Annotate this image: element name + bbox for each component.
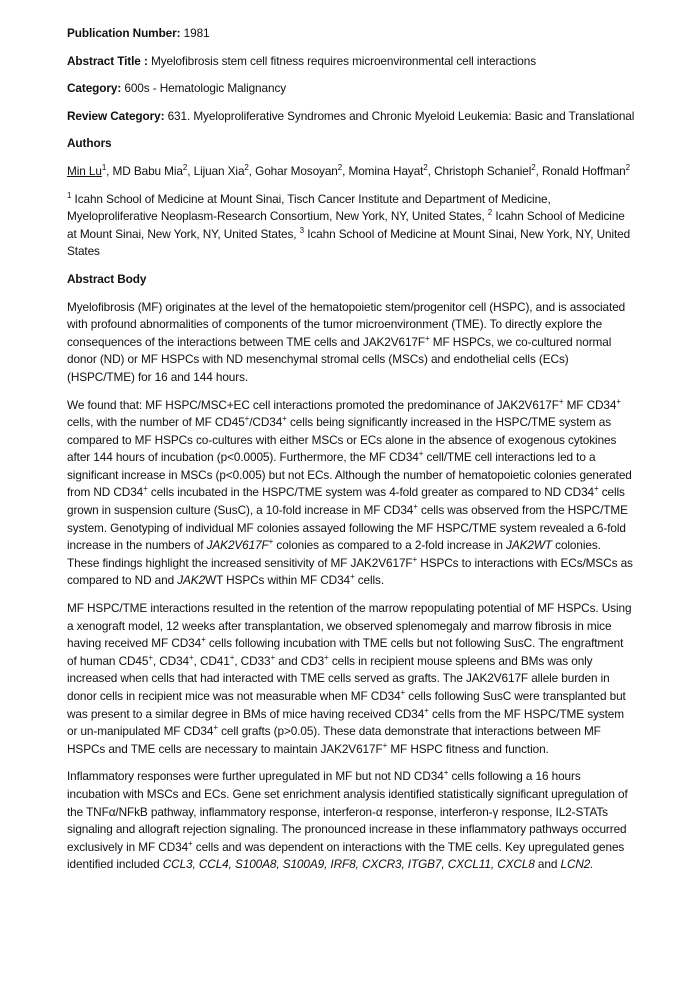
text-run: WT HSPCs within MF CD34	[205, 573, 350, 588]
text-run: cells and was dependent on interactions with the TME cells. Key upregulated genes identified included	[67, 839, 625, 872]
text-run: , CD41	[193, 653, 230, 668]
authors-heading: Authors	[67, 136, 112, 151]
plus-sup: +	[143, 484, 148, 494]
author-name: , Ronald Hoffman	[535, 163, 626, 178]
author-name: , Christoph Schaniel	[427, 163, 532, 178]
text-run: cells in recipient mouse spleens and BMs was only increased when cells that had interacted with TME cells served as grafts. The JAK2V617F allele burden in donor cells in recipient mice was not measurable when MF CD34	[67, 653, 610, 703]
plus-sup: +	[270, 652, 276, 662]
text-run: We found that: MF HSPC/MSC+EC cell interactions promoted the predominance of JAK2V617F	[67, 397, 559, 412]
abstract-title-label: Abstract Title :	[67, 53, 148, 68]
author-name: , Gohar Mosoyan	[248, 163, 338, 178]
plus-sup: +	[443, 768, 449, 778]
text-run: MF CD34	[563, 397, 617, 412]
publication-number-value: 1981	[183, 26, 210, 40]
text-run: MF HSPC fitness and function.	[387, 741, 549, 756]
publication-number-row	[67, 25, 636, 43]
text-run: Inflammatory responses were further upregulated in MF but not ND CD34	[67, 769, 444, 784]
publication-number-label: Publication Number:	[67, 26, 181, 40]
abstract-paragraph-4	[67, 768, 636, 874]
text-run: MF HSPC/TME interactions resulted in the retention of the marrow repopulating potential of MF HSPCs. Using a xenograft model, 12 weeks after transplantation, we observed splenomegaly and marrow fibrosis in mice having received MF CD34	[67, 601, 632, 651]
affiliation-sup: 3	[299, 225, 305, 235]
review-category-row	[67, 108, 636, 126]
affiliation-text: Icahn School of Medicine at Mount Sinai, New York, NY, United States,	[67, 209, 625, 241]
plus-sup: +	[558, 396, 564, 406]
abstract-title-value: Myelofibrosis stem cell fitness requires microenvironmental cell interactions	[150, 53, 536, 68]
author-affil-sup: 2	[423, 163, 428, 173]
review-category-value: 631. Myeloproliferative Syndromes and Chronic Myeloid Leukemia: Basic and Translational	[167, 108, 635, 123]
gene-list-italic: CCL3, CCL4, S100A8, S100A9, IRF8, CXCR3, ITGB7, CXCL11, CXCL8	[162, 857, 535, 872]
author-name: , Lijuan Xia	[187, 163, 245, 178]
plus-sup: +	[424, 705, 429, 715]
text-run: cells following incubation with TME cells but not following SusC. The engraftment of human CD45	[67, 636, 624, 668]
plus-sup: +	[244, 414, 250, 424]
author-name: , MD Babu Mia	[106, 163, 183, 178]
category-row	[67, 80, 636, 98]
gene-italic: JAK2V617F	[206, 538, 269, 553]
affiliation-sup: 1	[67, 190, 72, 200]
plus-sup: +	[213, 723, 218, 733]
plus-sup: +	[229, 652, 235, 662]
text-run: and	[534, 857, 561, 872]
text-run: cells from the MF HSPC/TME system or un-manipulated MF CD34	[67, 706, 624, 739]
text-run: cell grafts (p>0.05). These data demonstrate that interactions between MF HSPCs and TME cells are necessary to maintain JAK2V617F	[67, 724, 601, 756]
author-affil-sup: 1	[101, 163, 107, 173]
author-affil-sup: 2	[625, 163, 631, 173]
abstract-paragraph-2	[67, 397, 636, 591]
author-link-first[interactable]: Min Lu	[67, 163, 102, 178]
plus-sup: +	[201, 635, 206, 645]
text-run: colonies as compared to a 2-fold increase in	[273, 538, 507, 553]
abstract-paragraph-3	[67, 600, 636, 758]
text-run: , CD33	[234, 653, 271, 668]
text-run: cells being significantly increased in the HSPC/TME system as compared to MF HSPCs co-cultures with either MSCs or ECs alone in the absence of exogenous cytokines after 144 hours of incubation (p<0.0005). Furthermore, the MF CD34	[67, 415, 617, 465]
text-run: cells following SusC were transplanted but was present to a similar degree in BMs of mice having received CD34	[67, 689, 626, 721]
plus-sup: +	[188, 838, 193, 848]
plus-sup: +	[282, 414, 287, 424]
category-label: Category:	[67, 81, 122, 96]
review-category-label: Review Category:	[67, 108, 165, 123]
affiliation-sup: 2	[487, 208, 493, 218]
affiliation-text: Icahn School of Medicine at Mount Sinai, New York, NY, United States	[67, 226, 631, 259]
author-affil-sup: 2	[531, 163, 536, 173]
gene-italic: LCN2.	[560, 857, 594, 872]
author-affil-sup: 2	[182, 163, 188, 173]
gene-italic: JAK2	[177, 573, 206, 588]
plus-sup: +	[148, 652, 153, 662]
abstract-paragraph-1	[67, 299, 636, 387]
plus-sup: +	[382, 740, 388, 750]
plus-sup: +	[400, 688, 406, 698]
text-run: cells was observed from the HSPC/TME system. Genotyping of individual MF colonies assayed following the MF HSPC/TME system revealed a 6-fold increase in the numbers of	[67, 503, 628, 553]
plus-sup: +	[616, 396, 621, 406]
text-run: cells, with the number of MF CD45	[67, 415, 245, 430]
author-affil-sup: 2	[337, 163, 343, 173]
text-run: /CD34	[249, 415, 283, 430]
abstract-body-heading: Abstract Body	[67, 271, 147, 286]
abstract-title-row	[67, 53, 636, 71]
author-affil-sup: 2	[244, 163, 249, 173]
text-run: cells.	[354, 573, 385, 588]
text-run: HSPCs to interactions with ECs/MSCs as compared to ND and	[67, 555, 633, 588]
gene-italic: JAK2WT	[506, 538, 552, 553]
text-run: cell/TME cell interactions led to a significant increase in MSCs (p<0.005) but not ECs. Although the number of hematopoietic colonies generated from ND CD34	[67, 450, 632, 500]
category-value: 600s - Hematologic Malignancy	[124, 81, 287, 96]
affiliations	[67, 191, 636, 261]
text-run: , CD34	[152, 653, 190, 668]
text-run: cells following a 16 hours incubation with MSCs and ECs. Gene set enrichment analysis identified statistically significant upregulation of the TNFα/NFkB pathway, inflammatory response, interferon-α response, interferon-γ response, IL2-STATs signaling and allograft rejection signaling. The pronounced increase in these inflammatory pathways occurred exclusively in MF CD34	[67, 769, 628, 854]
plus-sup: +	[425, 333, 430, 343]
affiliation-text: Icahn School of Medicine at Mount Sinai, Tisch Cancer Institute and Department of Medicine, Myeloproliferative Neoplasm-Research Consortium, New York, NY, United States,	[67, 191, 551, 224]
text-run: cells grown in suspension culture (SusC), a 10-fold increase in MF CD34	[67, 485, 625, 518]
plus-sup: +	[189, 652, 194, 662]
author-name: , Momina Hayat	[342, 163, 424, 178]
plus-sup: +	[594, 484, 599, 494]
plus-sup: +	[418, 449, 424, 459]
text-run: and CD3	[275, 653, 325, 668]
plus-sup: +	[324, 652, 329, 662]
plus-sup: +	[412, 554, 418, 564]
plus-sup: +	[350, 572, 355, 582]
plus-sup: +	[413, 502, 418, 512]
authors-list	[67, 163, 636, 181]
plus-sup: +	[268, 537, 274, 547]
text-run: Myelofibrosis (MF) originates at the level of the hematopoietic stem/progenitor cell (HSPC), and is associated with profound abnormalities of components of the tumor microenvironment (TME). To directly explore the consequences of the interactions between TME cells and JAK2V617F	[67, 299, 626, 349]
text-run: MF HSPCs, we co-cultured normal donor (ND) or MF HSPCs with ND mesenchymal stromal cells (MSCs) and endothelial cells (ECs) (HSPC/TME) for 16 and 144 hours.	[67, 334, 612, 384]
text-run: colonies. These findings highlight the increased sensitivity of MF JAK2V617F	[67, 538, 601, 570]
text-run: cells incubated in the HSPC/TME system was 4-fold greater as compared to ND CD34	[147, 485, 594, 500]
